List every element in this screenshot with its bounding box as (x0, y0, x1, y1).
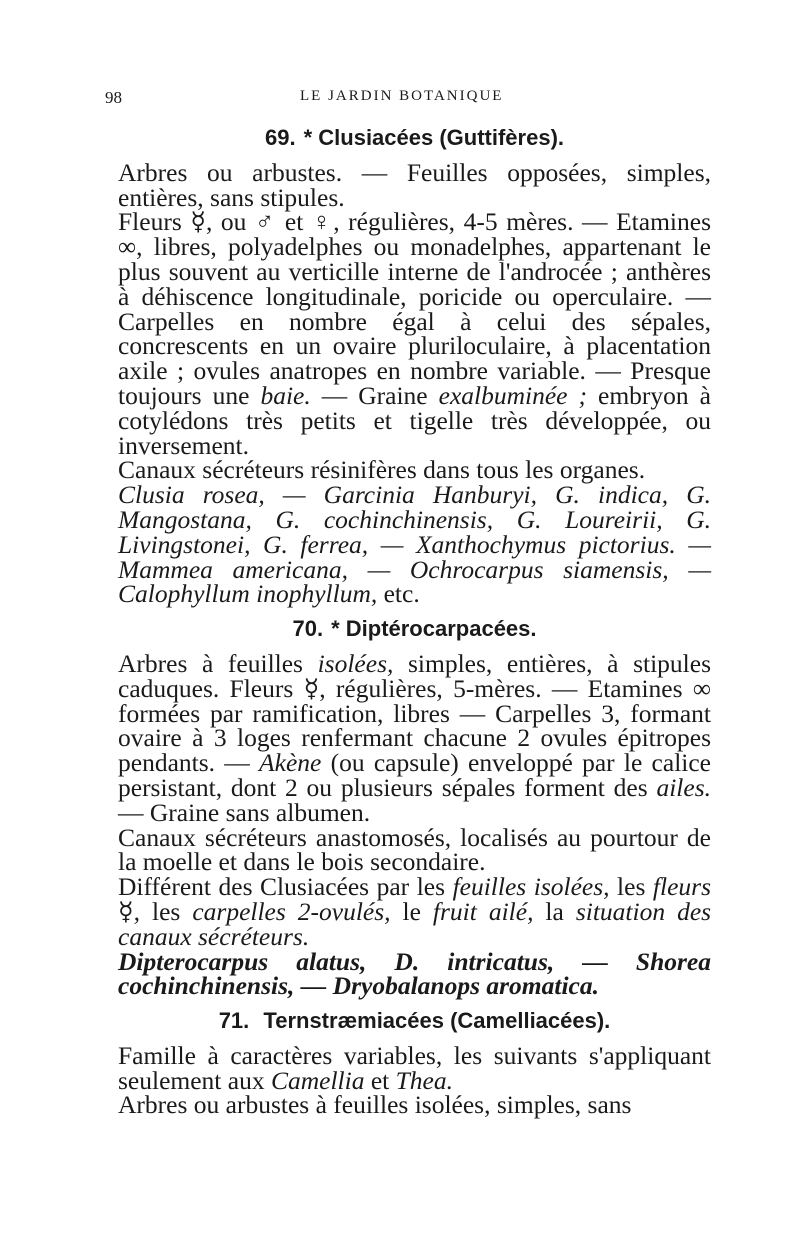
paragraph (118, 1040, 711, 1095)
italic-text: situation des canaux sécréteurs. (118, 896, 712, 951)
italic-text: fruit ailé, (432, 896, 534, 926)
section-marker: * (331, 616, 340, 642)
page-body (118, 124, 711, 1118)
section-marker: * (303, 125, 313, 150)
italic-text: feuilles isolées, (452, 872, 610, 902)
page-number: 98 (105, 88, 122, 107)
species-list (118, 946, 711, 1001)
paragraph-text: Arbres ou arbustes à feuilles isolées, simples, sans (118, 1090, 632, 1120)
italic-text: ailes. (656, 772, 711, 802)
italic-text: Camellia (270, 1065, 365, 1095)
paragraph (118, 872, 712, 951)
italic-text: Clusia rosea, — Garcinia Hanburyi, G. indica, G. Mangostana, G. cochinchinensis, G. Loureirii, G. Livingstonei, G. ferrea, — Xanthochymus pictorius. — Mammea americana, — Ochrocarpus siamensis, — Calophyllum inophyllum, (118, 480, 711, 609)
italic-text: isolées, (317, 648, 394, 678)
italic-text: Thea. (395, 1065, 453, 1095)
italic-text: Dipterocarpus alatus, D. intricatus, — Shorea cochinchinensis, — Dryobalanops aromatica. (118, 946, 711, 1001)
section-71-heading (118, 1009, 711, 1034)
paragraph-text: simples, entières, à stipules caduques. Fleurs ☿, régulières, 5-mères. — Etamines ∞ formées par ramification, libres — Carpelles 3, formant ovaire à 3 loges renfermant chacune 2 ovules épitropes pendants. — (118, 648, 711, 778)
paragraph-text: Famille à caractères variables, les suivants s'appliquant seulement aux (118, 1040, 711, 1095)
section-number: 69. (264, 125, 296, 150)
section-title: Ternstræmiacées (Camelliacées). (263, 1008, 611, 1034)
section-70-heading (118, 617, 711, 642)
paragraph-text: Canaux sécréteurs résinifères dans tous les organes. (118, 455, 646, 485)
section-number: 71. (218, 1008, 250, 1034)
italic-text: carpelles 2-ovulés, (192, 896, 391, 926)
paragraph-text: Canaux sécréteurs anastomosés, localisés au pourtour de la moelle et dans le bois secondaire. (118, 822, 711, 877)
paragraph-text: — Graine sans albumen. (118, 797, 371, 827)
paragraph (118, 1090, 711, 1120)
italic-text: exalbuminée ; (438, 380, 588, 410)
running-title: LE JARDIN BOTANIQUE (300, 88, 504, 104)
paragraph-text: les (609, 872, 646, 902)
italic-text: baie. (260, 380, 311, 410)
paragraph (118, 207, 712, 460)
paragraph-text: (ou capsule) enveloppé par le calice persistant, dont 2 ou plusieurs sépales forment des (118, 748, 712, 802)
italic-text: fleurs ☿, (118, 872, 712, 926)
paragraph (118, 822, 711, 877)
paragraph-text: Arbres à feuilles (118, 648, 303, 678)
paragraph (118, 648, 712, 827)
section-title: Diptérocarpacées. (345, 616, 537, 642)
paragraph-text: etc. (377, 579, 420, 609)
paragraph-text: le (390, 896, 421, 926)
paragraph-text: Arbres ou arbustes. — Feuilles opposées, simples, entières, sans stipules. (118, 157, 711, 212)
paragraph (118, 157, 711, 212)
paragraph-text: — Graine (310, 380, 428, 410)
section-title: Clusiacées (Guttifères). (318, 125, 565, 150)
section-number: 70. (292, 616, 324, 642)
paragraph-text: Différent des Clusiacées par les (118, 872, 446, 902)
species-list (118, 480, 711, 609)
running-header (0, 88, 800, 112)
paragraph-text: les (140, 896, 181, 926)
paragraph-text: Fleurs ☿, ou ♂ et ♀, régulières, 4-5 mères. — Etamines ∞, libres, polyadelphes ou monadelphes, appartenant le plus souvent au verticille interne de l'androcée ; anthères à déhiscence longitudinale, poricide ou operculaire. — Carpelles en nombre égal à celui des sépales, concrescents en un ovaire pluriloculaire, à placentation axile ; ovules anatropes en nombre variable. — Presque toujours une (118, 207, 711, 410)
paragraph-text: et (364, 1065, 390, 1095)
italic-text: Akène (259, 748, 322, 778)
paragraph-text: embryon à cotylédons très petits et tigelle très développée, ou inversement. (118, 380, 712, 460)
paragraph-text: la (533, 896, 564, 926)
section-69-heading (118, 126, 711, 151)
